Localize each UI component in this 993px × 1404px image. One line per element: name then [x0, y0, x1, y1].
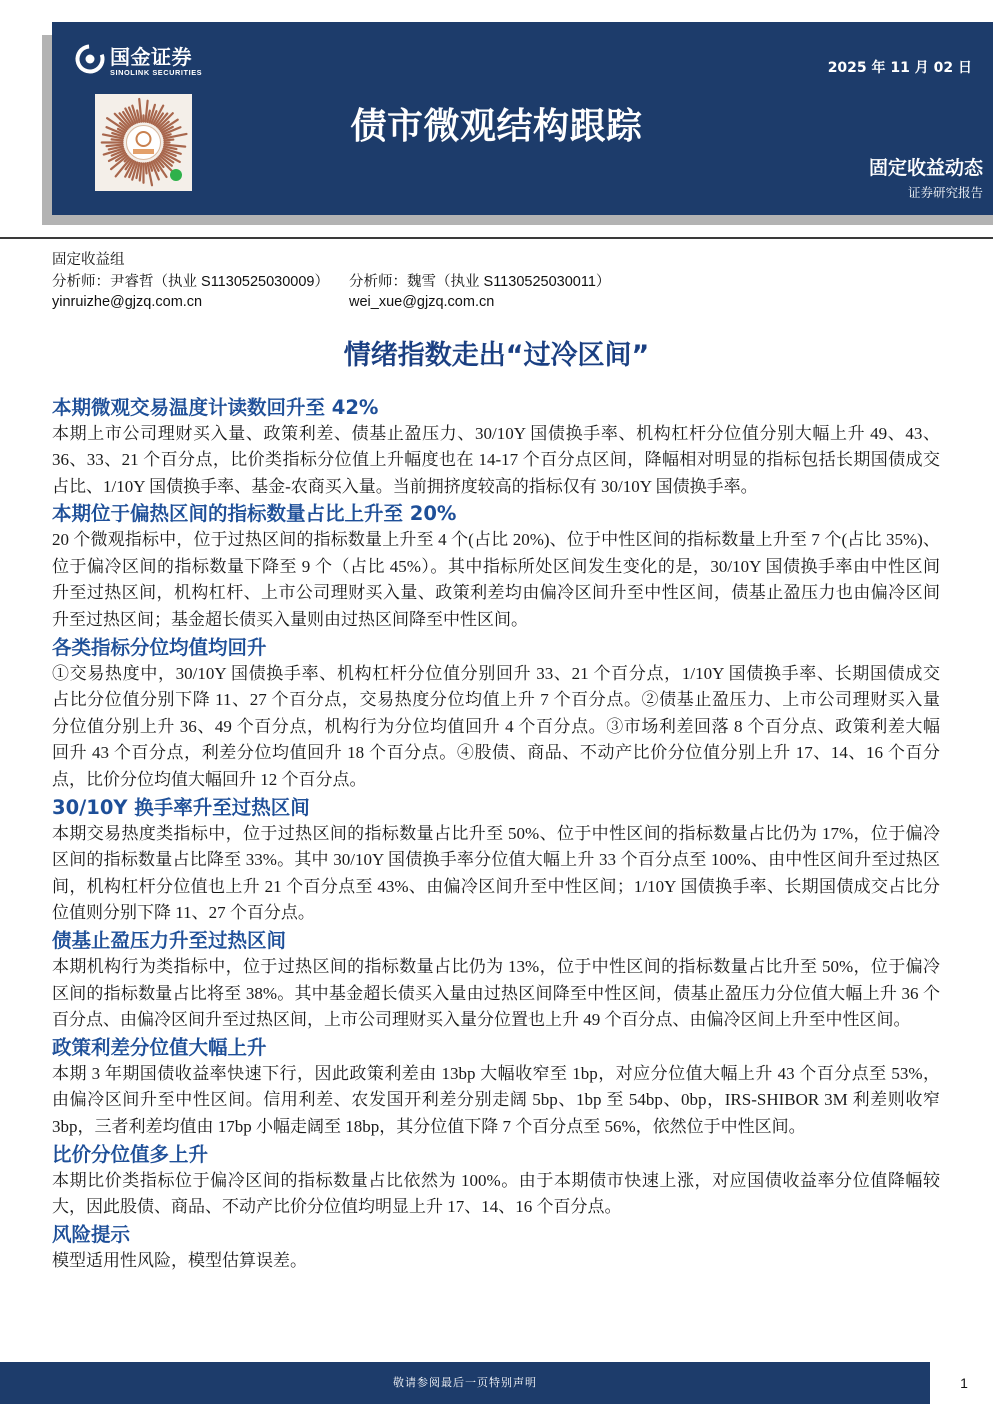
paragraph-line: 本期上市公司理财买入量、政策利差、债基止盈压力、30/10Y 国债换手率、机构杠杆分位值分别大幅上升 49、43、	[52, 423, 940, 443]
section-6	[52, 1034, 940, 1141]
paragraph-line: 由偏冷区间升至中性区间。信用利差、农发国开利差分别走阔 5bp、1bp 至 54bp、0bp，IRS-SHIBOR 3M 利差则收窄	[52, 1090, 940, 1110]
section-7	[52, 1141, 940, 1221]
paragraph-line: 本期 3 年期国债收益率快速下行，因此政策利差由 13bp 大幅收窄至 1bp，对应分位值大幅上升 43 个百分点至 53%，	[52, 1063, 940, 1083]
headline: 情绪指数走出“过冷区间”	[343, 340, 650, 371]
paragraph-line: 占比、1/10Y 国债换手率、基金-农商买入量。当前拥挤度较高的指标仅有 30/10Y 国债换手率。	[52, 476, 758, 496]
section-heading: 风险提示	[52, 1222, 131, 1246]
paragraph-line: ①交易热度中，30/10Y 国债换手率、机构杠杆分位值分别回升 33、21 个百分点，1/10Y 国债换手率、长期国债成交	[52, 663, 940, 683]
paragraph-line: 间，机构杠杆分位值也上升 21 个百分点至 43%、由偏冷区间升至中性区间；1/10Y 国债换手率、长期国债成交占比分	[52, 876, 940, 896]
report-title: 债市微观结构跟踪	[350, 106, 643, 147]
section-2	[52, 500, 940, 633]
section-heading: 本期微观交易温度计读数回升至 42%	[52, 395, 379, 419]
report-type: 固定收益动态	[868, 157, 983, 179]
paragraph-line: 本期比价类指标位于偏冷区间的指标数量占比依然为 100%。由于本期债市快速上涨，对应国债收益率分位值降幅较	[52, 1170, 940, 1190]
paragraph-line: 点，比价分位均值大幅回升 12 个百分点。	[52, 770, 367, 790]
paragraph-line: 升至过热区间，机构杠杆、上市公司理财买入量、政策利差均由偏冷区间升至中性区间，债基止盈压力也由偏冷区间	[52, 583, 940, 603]
section-heading: 债基止盈压力升至过热区间	[52, 929, 287, 952]
paragraph-line: 区间的指标数量占比降至 33%。其中 30/10Y 国债换手率分位值大幅上升 33 个百分点至 100%、由中性区间升至过热区	[52, 850, 940, 870]
paragraph-line: 本期机构行为类指标中，位于过热区间的指标数量占比仍为 13%，位于中性区间的指标数量占比升至 50%，位于偏冷	[52, 957, 940, 976]
paragraph-line: 回升 43 个百分点，利差分位均值回升 18 个百分点。④股债、商品、不动产比价分位值分别上升 17、14、16 个百分	[52, 743, 940, 763]
brand-name-en: SINOLINK SECURITIES	[110, 68, 203, 77]
analyst-email: wei_xue@gjzq.com.cn	[349, 294, 495, 310]
section-heading: 政策利差分位值大幅上升	[52, 1035, 267, 1059]
section-3	[52, 634, 940, 794]
paragraph-line: 20 个微观指标中，位于过热区间的指标数量上升至 4 个(占比 20%)、位于中性区间的指标数量上升至 7 个(占比 35%)、	[52, 530, 940, 550]
section-heading: 本期位于偏热区间的指标数量占比上升至 20%	[52, 502, 457, 526]
report-date: 2025 年 11 月 02 日	[827, 60, 972, 76]
footer-disclaimer: 敬请参阅最后一页特别声明	[393, 1376, 537, 1389]
paragraph-line: 区间的指标数量占比将至 38%。其中基金超长债买入量由过热区间降至中性区间，债基止盈压力分位值大幅上升 36 个	[52, 983, 940, 1003]
paragraph-line: 百分点、由偏冷区间升至过热区间，上市公司理财买入量分位置也上升 49 个百分点、由偏冷区间上升至中性区间。	[52, 1010, 911, 1030]
section-8	[52, 1221, 940, 1275]
section-4	[52, 794, 940, 927]
paragraph-line: 本期交易热度类指标中，位于过热区间的指标数量占比升至 50%、位于中性区间的指标数量占比仍为 17%，位于偏冷	[52, 823, 940, 843]
team-name: 固定收益组	[52, 252, 125, 268]
paragraph-line: 位于偏冷区间的指标数量下降至 9 个（占比 45%）。其中指标所处区间发生变化的是，30/10Y 国债换手率由中性区间	[52, 556, 940, 576]
brand-name-cn: 国金证券	[110, 45, 192, 69]
analyst-email: yinruizhe@gjzq.com.cn	[52, 294, 203, 310]
paragraph-line: 分位值分别上升 36、49 个百分点，机构行为分位均值回升 4 个百分点。③市场利差回落 8 个百分点、政策利差大幅	[52, 716, 940, 736]
paragraph-line: 位值则分别下降 11、27 个百分点。	[52, 903, 315, 923]
qr-pattern-mark	[146, 163, 147, 173]
paragraph-line: 占比分位值分别下降 11、27 个百分点，交易热度分位均值上升 7 个百分点。②债基止盈压力、上市公司理财买入量	[52, 690, 940, 710]
paragraph-line: 36、33、21 个百分点，比价类指标分位值上升幅度也在 14-17 个百分点区间，降幅相对明显的指标包括长期国债成交	[52, 450, 940, 470]
section-heading: 30/10Y 换手率升至过热区间	[52, 795, 310, 819]
report-category: 证券研究报告	[907, 185, 983, 200]
paragraph-line: 大，因此股债、商品、不动产比价分位值均明显上升 17、14、16 个百分点。	[52, 1197, 622, 1217]
paragraph-line: 3bp，三者利差均值由 17bp 小幅走阔至 18bp，其分位值下降 7 个百分点至 56%，依然位于中性区间。	[52, 1116, 806, 1136]
page-number: 1	[960, 1375, 968, 1391]
paragraph-line: 模型适用性风险，模型估算误差。	[52, 1250, 307, 1270]
section-heading: 比价分位值多上升	[52, 1142, 209, 1166]
section-5	[52, 927, 940, 1034]
section-1	[52, 394, 940, 501]
header-divider	[0, 237, 993, 239]
paragraph-line: 升至过热区间；基金超长债买入量则由过热区间降至中性区间。	[52, 610, 528, 630]
sinolink-logo-icon	[74, 43, 106, 75]
section-heading: 各类指标分位均值均回升	[52, 635, 267, 659]
analyst-label: 分析师：魏雪（执业 S1130525030011）	[349, 274, 611, 290]
report-body	[52, 394, 940, 1275]
analyst-label: 分析师：尹睿哲（执业 S1130525030009）	[52, 274, 329, 290]
